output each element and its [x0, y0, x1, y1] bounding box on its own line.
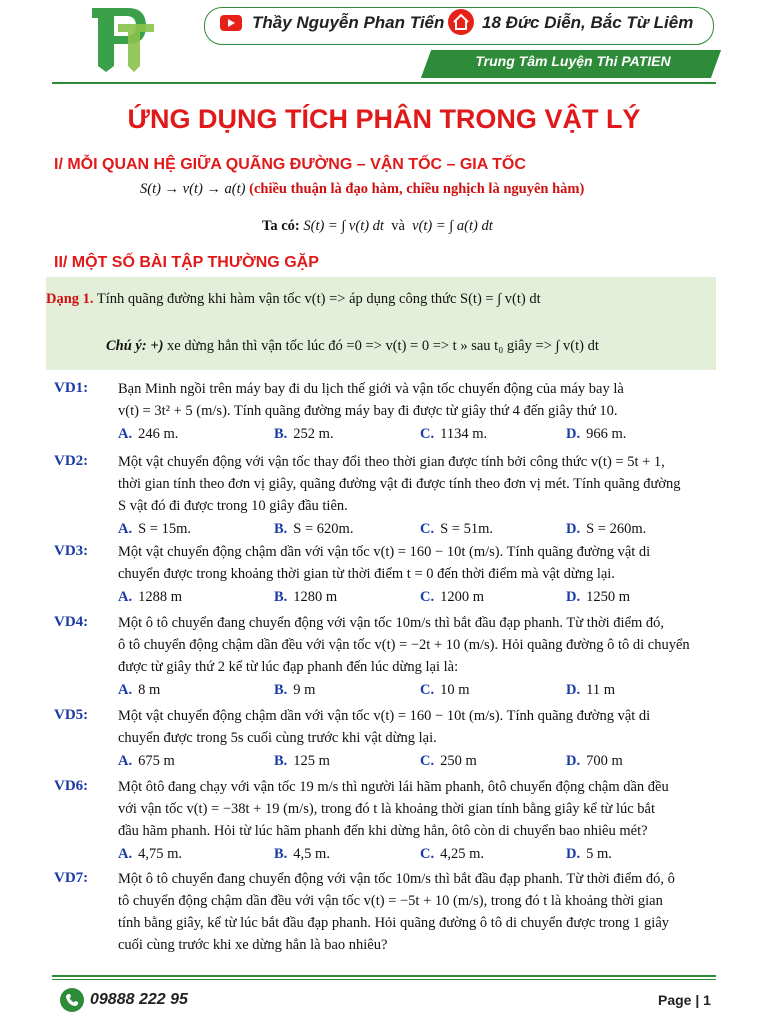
- option-letter: A.: [118, 589, 133, 605]
- problem-text-line: đầu hãm phanh. Hỏi từ lúc hãm phanh đến khi dừng hẳn, ôtô còn di chuyển bao nhiêu mét?: [118, 823, 648, 839]
- answer-option[interactable]: [118, 753, 175, 770]
- section-2-heading: II/ MỘT SỐ BÀI TẬP THƯỜNG GẶP: [54, 254, 319, 271]
- footer-divider: [52, 975, 716, 977]
- option-letter: D.: [566, 753, 581, 769]
- option-value: 1134 m.: [440, 426, 488, 442]
- page-number: Page | 1: [658, 992, 711, 1008]
- option-letter: D.: [566, 521, 581, 537]
- velocity-integral: v(t) = ∫ a(t) dt: [412, 218, 493, 234]
- answer-option[interactable]: [566, 589, 630, 606]
- dang-text: Tính quãng đường khi hàm vận tốc v(t) => áp dụng công thức S(t) = ∫ v(t) dt: [96, 291, 541, 307]
- option-value: S = 15m.: [138, 521, 192, 537]
- answer-option[interactable]: [274, 682, 315, 699]
- answer-option[interactable]: [274, 426, 334, 443]
- option-letter: B.: [274, 589, 288, 605]
- option-value: 252 m.: [293, 426, 334, 442]
- option-letter: C.: [420, 753, 435, 769]
- answer-option[interactable]: [420, 521, 493, 538]
- answer-option[interactable]: [274, 521, 353, 538]
- home-icon: [448, 9, 474, 35]
- answer-option[interactable]: [118, 589, 182, 606]
- page-title: ỨNG DỤNG TÍCH PHÂN TRONG VẬT LÝ: [127, 104, 641, 134]
- option-letter: A.: [118, 846, 133, 862]
- option-value: 1200 m: [440, 589, 485, 605]
- option-letter: B.: [274, 846, 288, 862]
- option-letter: D.: [566, 589, 581, 605]
- option-letter: D.: [566, 846, 581, 862]
- and-word: và: [391, 218, 405, 234]
- problem-text-line: Một ô tô chuyển đang chuyển động với vận tốc 10m/s thì bắt đầu đạp phanh. Từ thời điểm đó, ô: [118, 871, 675, 887]
- relation-formula: S(t) → v(t) → a(t): [140, 181, 246, 197]
- option-value: 1288 m: [138, 589, 183, 605]
- answer-option[interactable]: [566, 521, 646, 538]
- answer-option[interactable]: [420, 846, 484, 863]
- phone-icon: [60, 988, 84, 1012]
- problem-label: VD1:: [54, 380, 89, 396]
- option-value: 4,5 m.: [293, 846, 330, 862]
- option-letter: C.: [420, 589, 435, 605]
- problem-text-line: tô chuyển động chậm dần đều với vận tốc v(t) = −5t + 10 (m/s), trong đó t là khoảng thời gian: [118, 893, 663, 909]
- patien-logo: [84, 4, 162, 74]
- option-letter: A.: [118, 521, 133, 537]
- answer-option[interactable]: [566, 753, 623, 770]
- teacher-name: Thầy Nguyễn Phan Tiến: [252, 13, 445, 32]
- option-letter: B.: [274, 521, 288, 537]
- problem-label: VD5:: [54, 707, 89, 723]
- answer-option[interactable]: [274, 589, 337, 606]
- option-letter: C.: [420, 846, 435, 862]
- option-value: S = 51m.: [440, 521, 494, 537]
- option-value: 11 m: [586, 682, 615, 698]
- option-value: 250 m: [440, 753, 477, 769]
- problem-text-line: Một vật chuyển động chậm dần với vận tốc v(t) = 160 − 10t (m/s). Tính quãng đường vật di: [118, 708, 651, 724]
- problem-label: VD6:: [54, 778, 89, 794]
- problem-label: VD3:: [54, 543, 89, 559]
- option-value: 675 m: [138, 753, 175, 769]
- option-value: 246 m.: [138, 426, 179, 442]
- option-value: 4,25 m.: [440, 846, 485, 862]
- option-value: 1280 m: [293, 589, 338, 605]
- chu-y-label: Chú ý: +): [106, 338, 164, 354]
- option-value: 9 m: [293, 682, 316, 698]
- answer-option[interactable]: [566, 682, 615, 699]
- option-value: 125 m: [293, 753, 330, 769]
- problem-text-line: Bạn Minh ngồi trên máy bay đi du lịch thế giới và vận tốc chuyển động của máy bay là: [118, 381, 624, 397]
- problem-label: VD4:: [54, 614, 89, 630]
- option-letter: B.: [274, 682, 288, 698]
- problem-text-line: v(t) = 3t² + 5 (m/s). Tính quãng đường máy bay đi được từ giây thứ 4 đến giây thứ 10.: [118, 403, 618, 419]
- problem-text-line: tính bằng giây, kể từ lúc bắt đầu đạp phanh. Hỏi quãng đường ô tô di chuyển được trong 1 giây: [118, 915, 669, 931]
- answer-option[interactable]: [566, 846, 612, 863]
- answer-option[interactable]: [566, 426, 626, 443]
- relation-note: (chiều thuận là đạo hàm, chiều nghịch là nguyên hàm): [249, 181, 585, 197]
- problem-text-line: cuối cùng trước khi xe dừng hẳn là bao nhiêu?: [118, 937, 388, 953]
- problem-text-line: với vận tốc v(t) = −38t + 19 (m/s), trong đó t là khoảng thời gian tính bằng giây kể từ lúc bắt: [118, 801, 656, 817]
- option-value: 1250 m: [586, 589, 631, 605]
- problem-text-line: thời gian tính theo đơn vị giây, quãng đường vật đi được tính theo đơn vị mét. Tính quãng đường: [118, 476, 681, 492]
- phone-number: 09888 222 95: [90, 991, 188, 1008]
- problem-label: VD2:: [54, 453, 89, 469]
- section-1-heading: I/ MỖI QUAN HỆ GIỮA QUÃNG ĐƯỜNG – VẬN TỐC – GIA TỐC: [54, 156, 526, 173]
- answer-option[interactable]: [420, 426, 487, 443]
- problem-text-line: Một vật chuyển động với vận tốc thay đổi theo thời gian được tính bởi công thức v(t) = 5t + 1,: [118, 454, 665, 470]
- option-letter: A.: [118, 753, 133, 769]
- problem-text-line: chuyển được trong khoảng thời gian từ thời điểm t = 0 đến thời điểm mà vật dừng lại.: [118, 566, 615, 582]
- address: 18 Đức Diễn, Bắc Từ Liêm: [482, 13, 694, 32]
- ta-co-label: Ta có:: [262, 218, 300, 234]
- answer-option[interactable]: [274, 753, 330, 770]
- answer-option[interactable]: [420, 589, 484, 606]
- option-letter: A.: [118, 682, 133, 698]
- option-letter: C.: [420, 682, 435, 698]
- option-letter: A.: [118, 426, 133, 442]
- option-value: 4,75 m.: [138, 846, 183, 862]
- option-value: S = 260m.: [586, 521, 647, 537]
- problem-text-line: Một vật chuyển động chậm dần với vận tốc v(t) = 160 − 10t (m/s). Tính quãng đường vật di: [118, 544, 651, 560]
- chu-y-text: xe dừng hẳn thì vận tốc lúc đó =0 => v(t) = 0 => t » sau t₀ giây => ∫ v(t) dt: [167, 338, 599, 354]
- answer-option[interactable]: [274, 846, 330, 863]
- answer-option[interactable]: [118, 846, 182, 863]
- option-letter: B.: [274, 753, 288, 769]
- problem-label: VD7:: [54, 870, 89, 886]
- footer-divider-thin: [52, 979, 716, 980]
- option-value: 700 m: [586, 753, 623, 769]
- problem-text-line: chuyển được trong 5s cuối cùng trước khi vật dừng lại.: [118, 730, 437, 746]
- answer-option[interactable]: [118, 682, 160, 699]
- dang-label: Dạng 1.: [46, 291, 94, 307]
- option-letter: B.: [274, 426, 288, 442]
- option-value: 966 m.: [586, 426, 627, 442]
- option-letter: D.: [566, 426, 581, 442]
- problem-text-line: được từ giây thứ 2 kể từ lúc đạp phanh đến lúc dừng lại là:: [118, 659, 459, 675]
- header-divider: [52, 82, 716, 84]
- option-value: 8 m: [138, 682, 161, 698]
- distance-integral: S(t) = ∫ v(t) dt: [303, 218, 384, 234]
- answer-option[interactable]: [420, 753, 477, 770]
- problem-text-line: ô tô chuyển động chậm dần đều với vận tốc v(t) = −2t + 10 (m/s). Hỏi quãng đường ô tô di chuyển: [118, 637, 690, 653]
- problem-text-line: Một ô tô chuyển đang chuyển động với vận tốc 10m/s thì bắt đầu đạp phanh. Từ thời điểm đó,: [118, 615, 665, 631]
- option-value: 10 m: [440, 682, 470, 698]
- answer-option[interactable]: [420, 682, 470, 699]
- option-letter: C.: [420, 426, 435, 442]
- center-name: Trung Tâm Luyện Thi PATIEN: [475, 53, 671, 69]
- problem-text-line: Một ôtô đang chạy với vận tốc 19 m/s thì người lái hãm phanh, ôtô chuyển động chậm dần đều: [118, 779, 669, 795]
- answer-option[interactable]: [118, 521, 191, 538]
- option-value: S = 620m.: [293, 521, 354, 537]
- problem-text-line: S vật đó đi được trong 10 giây đầu tiên.: [118, 498, 348, 514]
- answer-option[interactable]: [118, 426, 178, 443]
- option-letter: D.: [566, 682, 581, 698]
- youtube-icon: [220, 15, 242, 31]
- option-letter: C.: [420, 521, 435, 537]
- option-value: 5 m.: [586, 846, 612, 862]
